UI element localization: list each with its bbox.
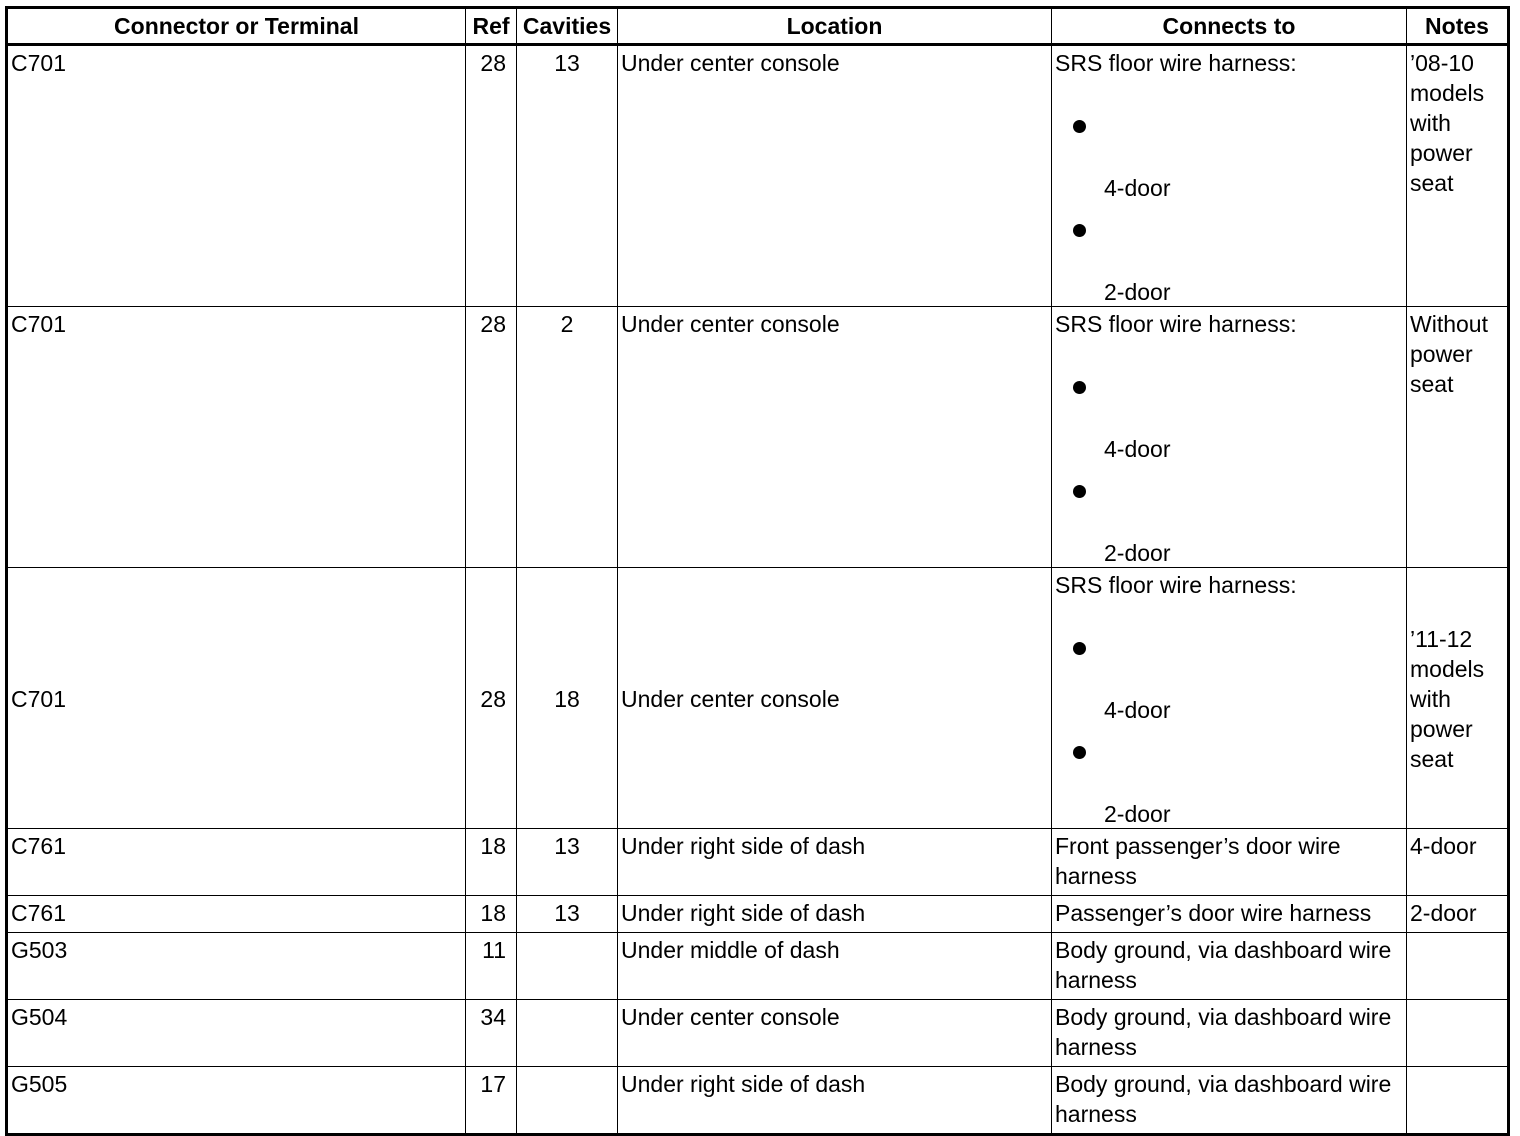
connects-to-cell: Body ground, via dashboard wire harness xyxy=(1052,1067,1407,1135)
cavities-cell: 18 xyxy=(517,568,618,829)
bullet-text: 4-door xyxy=(1104,697,1171,723)
cavities-cell xyxy=(517,1067,618,1135)
connects-to-cell: Passenger’s door wire harness xyxy=(1052,896,1407,933)
bullet-text: 2-door xyxy=(1104,279,1171,305)
bullet-dot-icon xyxy=(1073,642,1086,655)
bullet-list xyxy=(1055,359,1403,567)
ref-cell: 18 xyxy=(466,829,517,896)
bullet-dot-icon xyxy=(1073,485,1086,498)
bullet-item xyxy=(1055,620,1403,724)
location-cell: Under center console xyxy=(618,45,1052,307)
connects-to-text: SRS floor wire harness: xyxy=(1055,50,1297,76)
bullet-text: 4-door xyxy=(1104,175,1171,201)
connects-to-text: SRS floor wire harness: xyxy=(1055,572,1297,598)
location-cell: Under center console xyxy=(618,1000,1052,1067)
connector-cell: G505 xyxy=(7,1067,466,1135)
table-row xyxy=(7,45,1509,307)
ref-cell: 34 xyxy=(466,1000,517,1067)
table-row xyxy=(7,307,1509,568)
bullet-text: 2-door xyxy=(1104,801,1171,827)
ref-cell: 11 xyxy=(466,933,517,1000)
bullet-dot-icon xyxy=(1073,746,1086,759)
notes-cell: Without power seat xyxy=(1407,307,1509,568)
location-cell: Under center console xyxy=(618,307,1052,568)
bullet-dot-icon xyxy=(1073,224,1086,237)
cavities-cell: 2 xyxy=(517,307,618,568)
connector-cell: G503 xyxy=(7,933,466,1000)
header-notes: Notes xyxy=(1407,8,1509,45)
connects-to-cell xyxy=(1052,568,1407,829)
ref-cell: 18 xyxy=(466,896,517,933)
connector-table xyxy=(5,6,1510,1136)
connects-to-cell xyxy=(1052,45,1407,307)
header-ref: Ref xyxy=(466,8,517,45)
header-location: Location xyxy=(618,8,1052,45)
table-row xyxy=(7,1000,1509,1067)
location-cell: Under right side of dash xyxy=(618,896,1052,933)
table-row xyxy=(7,896,1509,933)
table-row xyxy=(7,1067,1509,1135)
notes-cell xyxy=(1407,1000,1509,1067)
header-row xyxy=(7,8,1509,45)
ref-cell: 17 xyxy=(466,1067,517,1135)
bullet-item xyxy=(1055,359,1403,463)
notes-cell: ’08-10 models with power seat xyxy=(1407,45,1509,307)
connects-to-text: SRS floor wire harness: xyxy=(1055,311,1297,337)
ref-cell: 28 xyxy=(466,45,517,307)
cavities-cell: 13 xyxy=(517,829,618,896)
connects-to-cell: Body ground, via dashboard wire harness xyxy=(1052,1000,1407,1067)
notes-cell xyxy=(1407,1067,1509,1135)
bullet-list xyxy=(1055,620,1403,828)
connects-to-cell: Front passenger’s door wire harness xyxy=(1052,829,1407,896)
ref-cell: 28 xyxy=(466,568,517,829)
connector-cell: C761 xyxy=(7,829,466,896)
bullet-text: 4-door xyxy=(1104,436,1171,462)
bullet-list xyxy=(1055,98,1403,306)
connector-cell: C761 xyxy=(7,896,466,933)
connects-to-cell: Body ground, via dashboard wire harness xyxy=(1052,933,1407,1000)
notes-cell: ’11-12 models with power seat xyxy=(1407,568,1509,829)
header-cavities: Cavities xyxy=(517,8,618,45)
header-connects-to: Connects to xyxy=(1052,8,1407,45)
notes-cell: 2-door xyxy=(1407,896,1509,933)
location-cell: Under right side of dash xyxy=(618,829,1052,896)
connector-cell: C701 xyxy=(7,307,466,568)
notes-cell xyxy=(1407,933,1509,1000)
table-row xyxy=(7,933,1509,1000)
cavities-cell xyxy=(517,933,618,1000)
location-cell: Under middle of dash xyxy=(618,933,1052,1000)
location-cell: Under right side of dash xyxy=(618,1067,1052,1135)
bullet-item xyxy=(1055,202,1403,306)
header-connector: Connector or Terminal xyxy=(7,8,466,45)
location-cell: Under center console xyxy=(618,568,1052,829)
bullet-text: 2-door xyxy=(1104,540,1171,566)
connects-to-cell xyxy=(1052,307,1407,568)
bullet-item xyxy=(1055,724,1403,828)
bullet-item xyxy=(1055,463,1403,567)
bullet-item xyxy=(1055,98,1403,202)
bullet-dot-icon xyxy=(1073,120,1086,133)
notes-cell: 4-door xyxy=(1407,829,1509,896)
connector-cell: C701 xyxy=(7,45,466,307)
bullet-dot-icon xyxy=(1073,381,1086,394)
table-row xyxy=(7,829,1509,896)
connector-cell: G504 xyxy=(7,1000,466,1067)
table-row xyxy=(7,568,1509,829)
ref-cell: 28 xyxy=(466,307,517,568)
cavities-cell: 13 xyxy=(517,45,618,307)
cavities-cell: 13 xyxy=(517,896,618,933)
connector-cell: C701 xyxy=(7,568,466,829)
cavities-cell xyxy=(517,1000,618,1067)
